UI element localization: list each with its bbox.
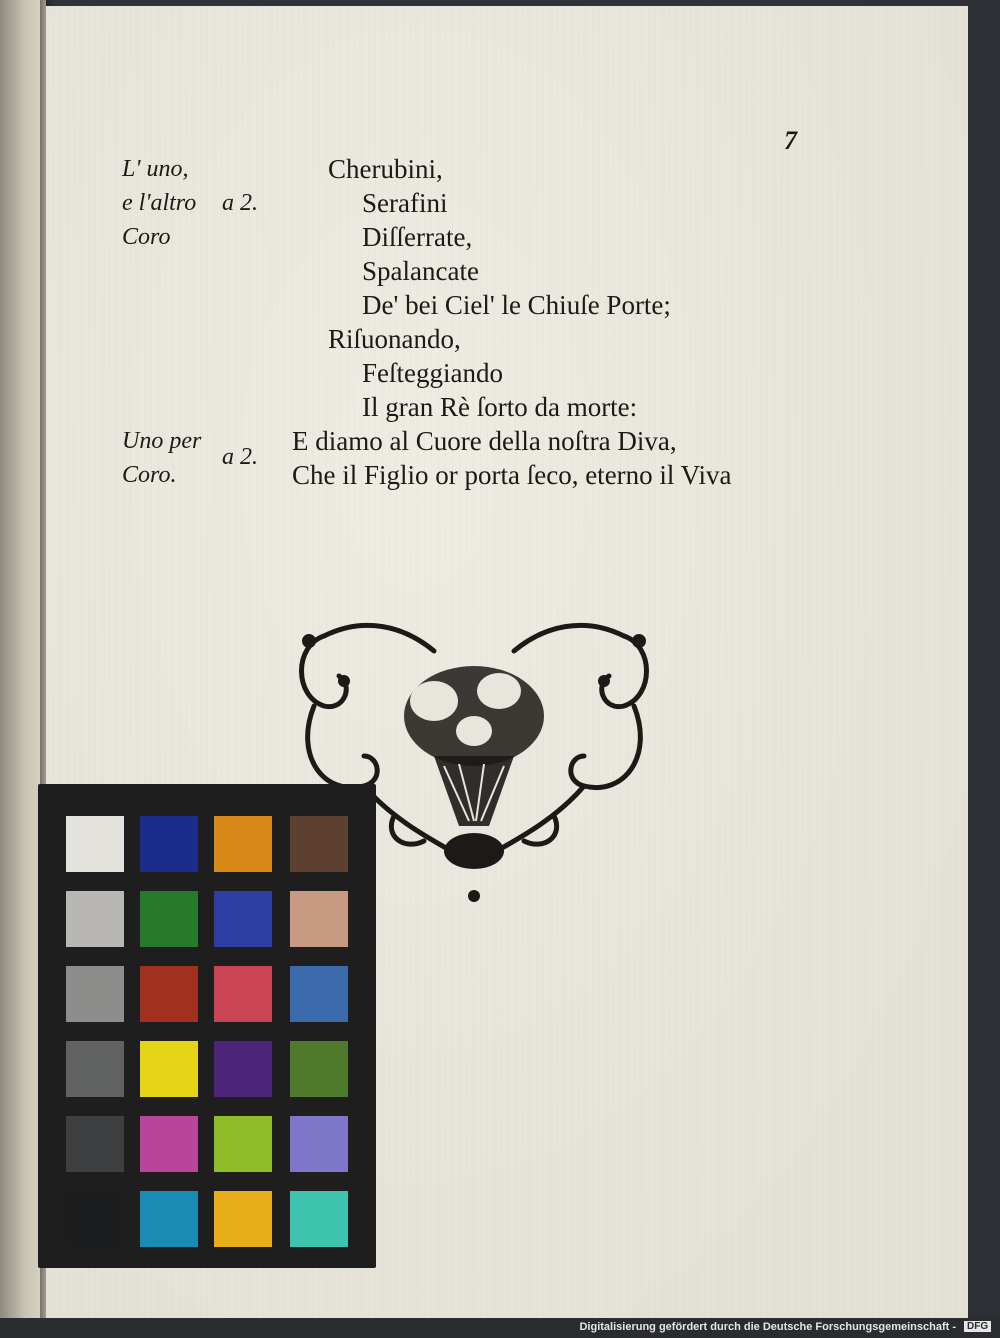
color-swatch [140, 1041, 198, 1097]
verse-line: Diſſerrate, [362, 222, 473, 252]
color-swatch [214, 1041, 272, 1097]
color-swatch [290, 1191, 348, 1247]
speaker-label: e l'altro [122, 190, 197, 216]
speaker-label: L' uno, [122, 156, 189, 182]
color-swatch [290, 1041, 348, 1097]
page-right-edge [968, 0, 1000, 1318]
color-swatch [290, 966, 348, 1022]
color-swatch [214, 966, 272, 1022]
verse-line: Cherubini, [328, 154, 443, 184]
verse-line: De' bei Ciel' le Chiuſe Porte; [362, 290, 671, 320]
color-swatch [214, 816, 272, 872]
speaker-label: Uno per [122, 428, 202, 454]
verse-line: Serafini [362, 188, 448, 218]
color-swatch [66, 1116, 124, 1172]
speaker-label: Coro. [122, 462, 177, 488]
verse-line: Il gran Rè ſorto da morte: [362, 392, 638, 422]
color-calibration-chart [38, 784, 376, 1268]
color-swatch [66, 891, 124, 947]
verse-line: Spalancate [362, 256, 479, 286]
color-swatch [140, 1116, 198, 1172]
verse-line: E diamo al Cuore della noſtra Diva, [292, 426, 677, 456]
color-swatch [290, 1116, 348, 1172]
color-swatch [140, 891, 198, 947]
verse-line: Feſteggiando [362, 358, 503, 388]
color-swatch [290, 891, 348, 947]
color-swatch [66, 1041, 124, 1097]
color-swatch [214, 891, 272, 947]
color-swatch [66, 816, 124, 872]
verse-line: Che il Figlio or porta ſeco, eterno il Viva [292, 460, 732, 490]
color-swatch [140, 1191, 198, 1247]
page-number: 7 [784, 126, 797, 155]
color-swatch [140, 966, 198, 1022]
footer-credit: Digitalisierung gefördert durch die Deutsche Forschungsgemeinschaft - [579, 1321, 956, 1333]
speaker-label: Coro [122, 224, 171, 250]
color-swatch [140, 816, 198, 872]
color-swatch [66, 966, 124, 1022]
color-swatch [214, 1116, 272, 1172]
color-swatch [66, 1191, 124, 1247]
color-swatch [290, 816, 348, 872]
verse-line: Riſuonando, [328, 324, 461, 354]
a-due-marker: a 2. [222, 190, 258, 216]
a-due-marker: a 2. [222, 444, 258, 470]
dfg-logo: DFG [964, 1321, 991, 1332]
color-swatch [214, 1191, 272, 1247]
